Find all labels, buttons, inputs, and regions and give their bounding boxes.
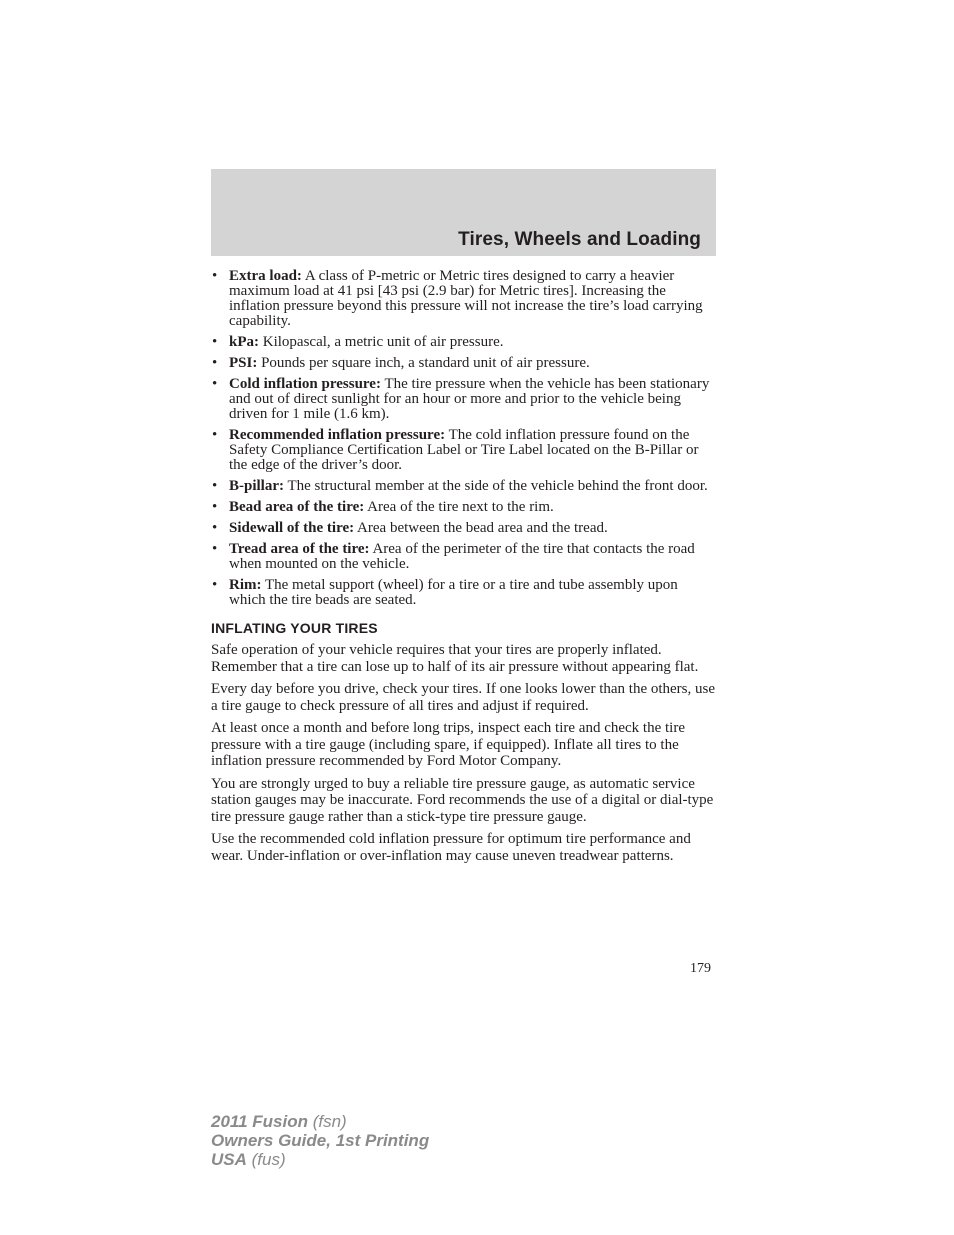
- body-paragraph: Use the recommended cold inflation pressure for optimum tire performance and wear. Under-inflation or over-inflation may cause uneven treadwear patterns.: [211, 831, 691, 864]
- definition-item: [211, 542, 717, 572]
- definition-term: Tread area of the tire:: [229, 541, 370, 557]
- section-heading: INFLATING YOUR TIRES: [211, 620, 378, 636]
- definition-term: Recommended inflation pressure:: [229, 427, 446, 443]
- footer-market: USA: [211, 1150, 247, 1169]
- definition-term: Extra load:: [229, 268, 302, 284]
- definition-text: The structural member at the side of the vehicle behind the front door.: [284, 478, 708, 494]
- body-paragraph: You are strongly urged to buy a reliable tire pressure gauge, as automatic service station gauges may be inaccurate. Ford recommends the use of a digital or dial-type tire pressure gauge rather than a stick-type tire pressure gauge.: [211, 775, 714, 825]
- definition-text: A class of P-metric or Metric tires designed to carry a heavier maximum load at 41 psi [43 psi (2.9 bar) for Metric tires]. Increasing the inflation pressure beyond this pressure will not increase the tire’s load carrying capability.: [229, 268, 703, 329]
- footer-model: 2011 Fusion: [211, 1112, 308, 1131]
- bullet-icon: •: [212, 376, 218, 392]
- definition-item: [211, 521, 717, 536]
- chapter-header-band: [211, 169, 716, 256]
- definition-term: Bead area of the tire:: [229, 499, 365, 515]
- bullet-icon: •: [212, 499, 218, 515]
- definition-text: Pounds per square inch, a standard unit of air pressure.: [257, 355, 590, 371]
- definition-term: PSI:: [229, 355, 258, 371]
- definition-text: The metal support (wheel) for a tire or a tire and tube assembly upon which the tire beads are seated.: [229, 577, 678, 608]
- bullet-icon: •: [212, 541, 218, 557]
- body-paragraph: Every day before you drive, check your tires. If one looks lower than the others, use a tire gauge to check pressure of all tires and adjust if required.: [211, 681, 716, 714]
- chapter-title: Tires, Wheels and Loading: [458, 229, 701, 250]
- definition-term: B-pillar:: [229, 478, 284, 494]
- footer-market-code: (fus): [246, 1150, 286, 1169]
- definition-text: Area of the tire next to the rim.: [364, 499, 554, 515]
- definition-term: Sidewall of the tire:: [229, 520, 355, 536]
- definition-item: [211, 479, 717, 494]
- definition-text: The cold inflation pressure found on the Safety Compliance Certification Label or Tire Label located on the B-Pillar or the edge of the driver’s door.: [229, 427, 699, 473]
- definition-item: [211, 335, 717, 350]
- definition-item: [211, 269, 717, 329]
- definitions-list: [211, 269, 717, 608]
- bullet-icon: •: [212, 478, 218, 494]
- definition-text: Area between the bead area and the tread.: [354, 520, 608, 536]
- definition-item: [211, 377, 717, 422]
- footer-imprint: [211, 1112, 429, 1169]
- definition-item: [211, 500, 717, 515]
- definition-text: The tire pressure when the vehicle has been stationary and out of direct sunlight for an hour or more and prior to the vehicle being driven for 1 mile (1.6 km).: [229, 376, 710, 422]
- bullet-icon: •: [212, 577, 218, 593]
- definition-item: [211, 428, 717, 473]
- definition-item: [211, 356, 717, 371]
- footer-model-code: (fsn): [308, 1112, 347, 1131]
- definition-item: [211, 578, 717, 608]
- bullet-icon: •: [212, 427, 218, 443]
- body-paragraph: Safe operation of your vehicle requires that your tires are properly inflated. Remember that a tire can lose up to half of its air pressure without appearing flat.: [211, 642, 699, 675]
- page-content: [211, 269, 717, 870]
- definition-term: Cold inflation pressure:: [229, 376, 381, 392]
- definition-text: Kilopascal, a metric unit of air pressure.: [259, 334, 504, 350]
- body-paragraph: At least once a month and before long trips, inspect each tire and check the tire pressure with a tire gauge (including spare, if equipped). Inflate all tires to the inflation pressure recommended by Ford Motor Company.: [211, 720, 685, 769]
- bullet-icon: •: [212, 268, 218, 284]
- definition-term: kPa:: [229, 334, 259, 350]
- page-number: 179: [690, 961, 711, 976]
- definition-term: Rim:: [229, 577, 262, 593]
- footer-line-market: [211, 1150, 429, 1169]
- bullet-icon: •: [212, 355, 218, 371]
- definition-text: Area of the perimeter of the tire that contacts the road when mounted on the vehicle.: [229, 541, 695, 572]
- bullet-icon: •: [212, 520, 218, 536]
- bullet-icon: •: [212, 334, 218, 350]
- footer-line-model: [211, 1112, 429, 1131]
- footer-edition: Owners Guide, 1st Printing: [211, 1131, 430, 1150]
